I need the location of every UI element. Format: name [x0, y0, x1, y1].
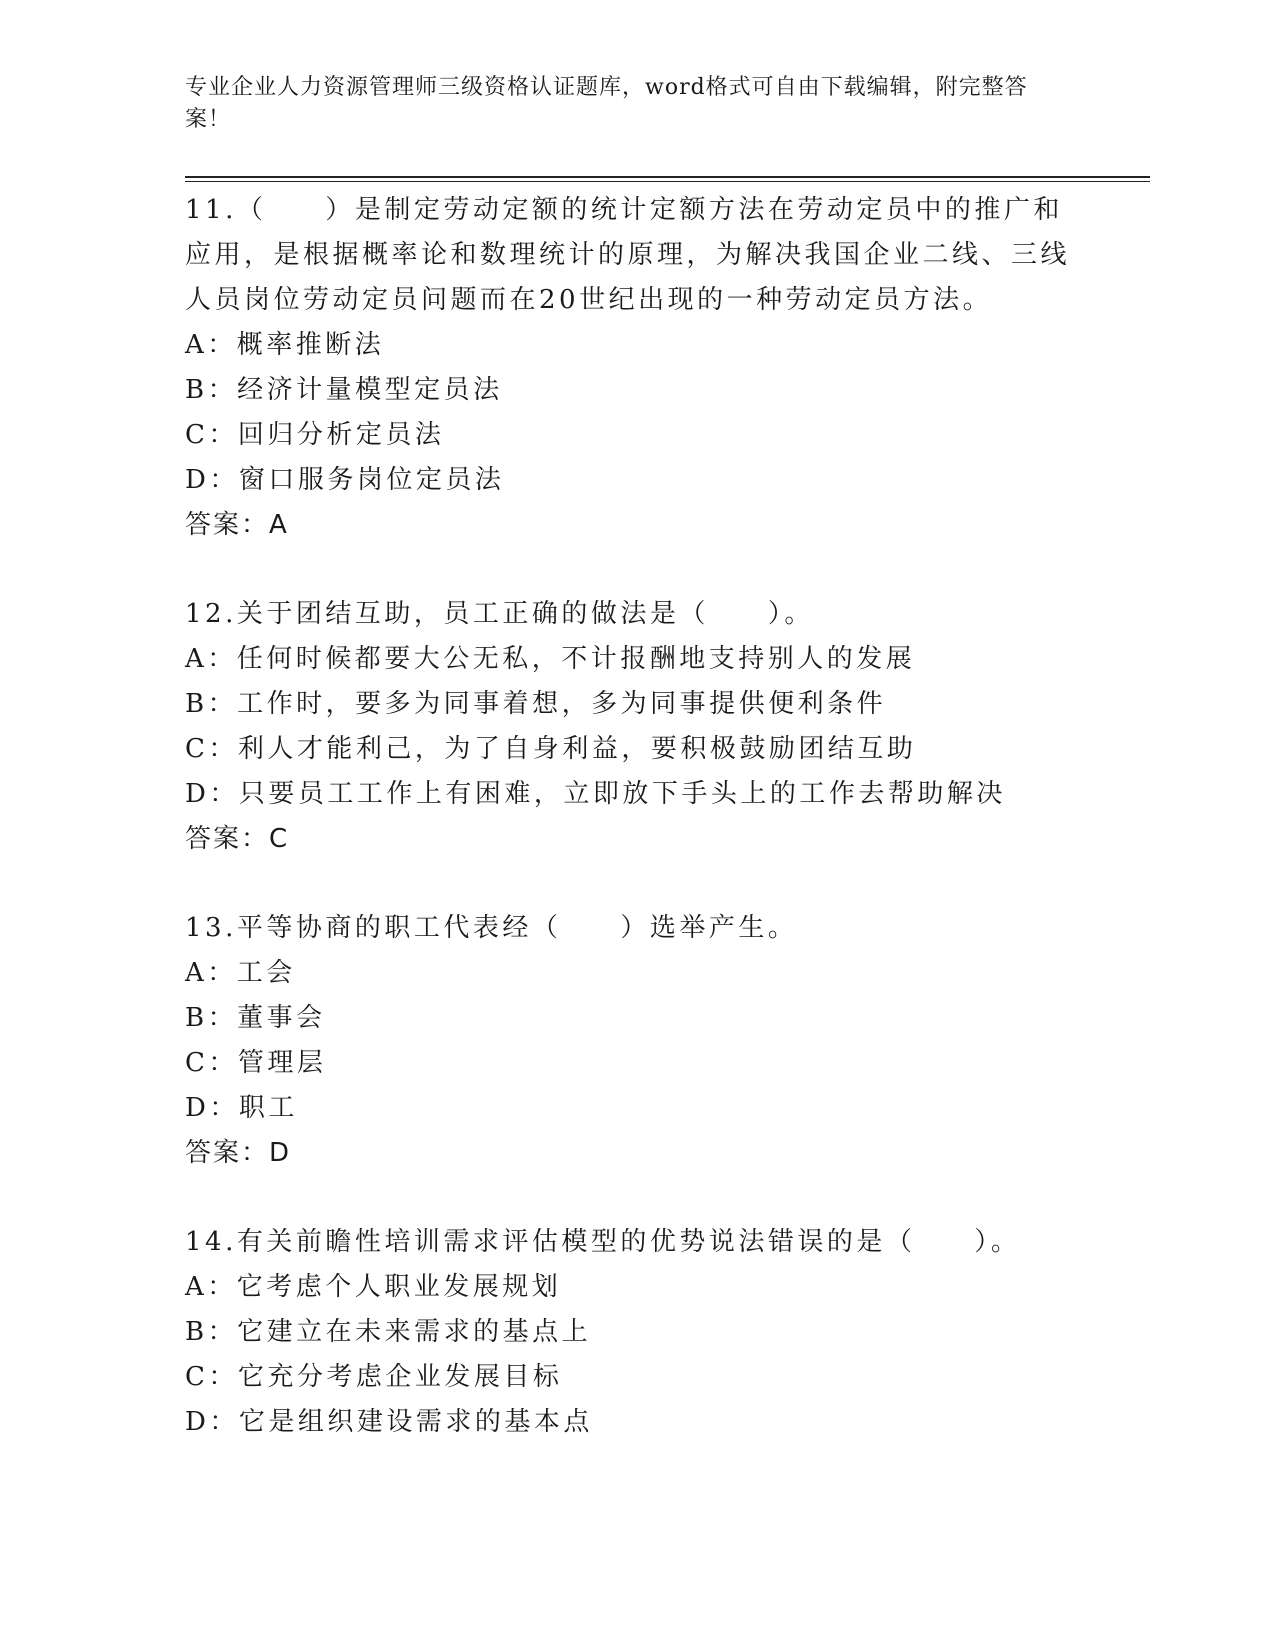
answer-line: 答案：C [185, 824, 290, 854]
header-divider-thin [185, 181, 1150, 182]
answer-line: 答案：A [185, 510, 289, 540]
option-a: A：工会 [185, 958, 296, 988]
option-d: D：只要员工工作上有困难，立即放下手头上的工作去帮助解决 [185, 779, 1006, 809]
question-stem: 11.（ ）是制定劳动定额的统计定额方法在劳动定员中的推广和应用，是根据概率论和数理统计的原理，为解决我国企业二线、三线人员岗位劳动定员问题而在20世纪出现的一种劳动定员方法。 [185, 195, 1071, 315]
option-c: C：它充分考虑企业发展目标 [185, 1362, 563, 1392]
page-header-text: 专业企业人力资源管理师三级资格认证题库，word格式可自由下载编辑，附完整答案！ [185, 75, 1028, 132]
option-c: C：回归分析定员法 [185, 420, 445, 450]
question-13 [185, 906, 1085, 1176]
question-12 [185, 592, 1085, 862]
option-c: C：管理层 [185, 1048, 327, 1078]
option-c: C：利人才能利己，为了自身利益，要积极鼓励团结互助 [185, 734, 917, 764]
option-b: B：经济计量模型定员法 [185, 375, 503, 405]
question-14 [185, 1220, 1085, 1445]
option-b: B：工作时，要多为同事着想，多为同事提供便利条件 [185, 689, 887, 719]
option-a: A：它考虑个人职业发展规划 [185, 1272, 562, 1302]
header-divider-thick [185, 176, 1150, 178]
option-d: D：窗口服务岗位定员法 [185, 465, 505, 495]
option-d: D：它是组织建设需求的基本点 [185, 1407, 593, 1437]
option-a: A：任何时候都要大公无私，不计报酬地支持别人的发展 [185, 644, 916, 674]
question-stem: 12.关于团结互助，员工正确的做法是（ ）。 [185, 599, 814, 629]
question-stem: 13.平等协商的职工代表经（ ）选举产生。 [185, 913, 798, 943]
answer-line: 答案：D [185, 1138, 292, 1168]
option-b: B：它建立在未来需求的基点上 [185, 1317, 592, 1347]
question-11 [185, 188, 1085, 548]
option-b: B：董事会 [185, 1003, 326, 1033]
question-stem: 14.有关前瞻性培训需求评估模型的优势说法错误的是（ ）。 [185, 1227, 1021, 1257]
question-list [185, 188, 1085, 1489]
option-a: A：概率推断法 [185, 330, 385, 360]
option-d: D：职工 [185, 1093, 298, 1123]
